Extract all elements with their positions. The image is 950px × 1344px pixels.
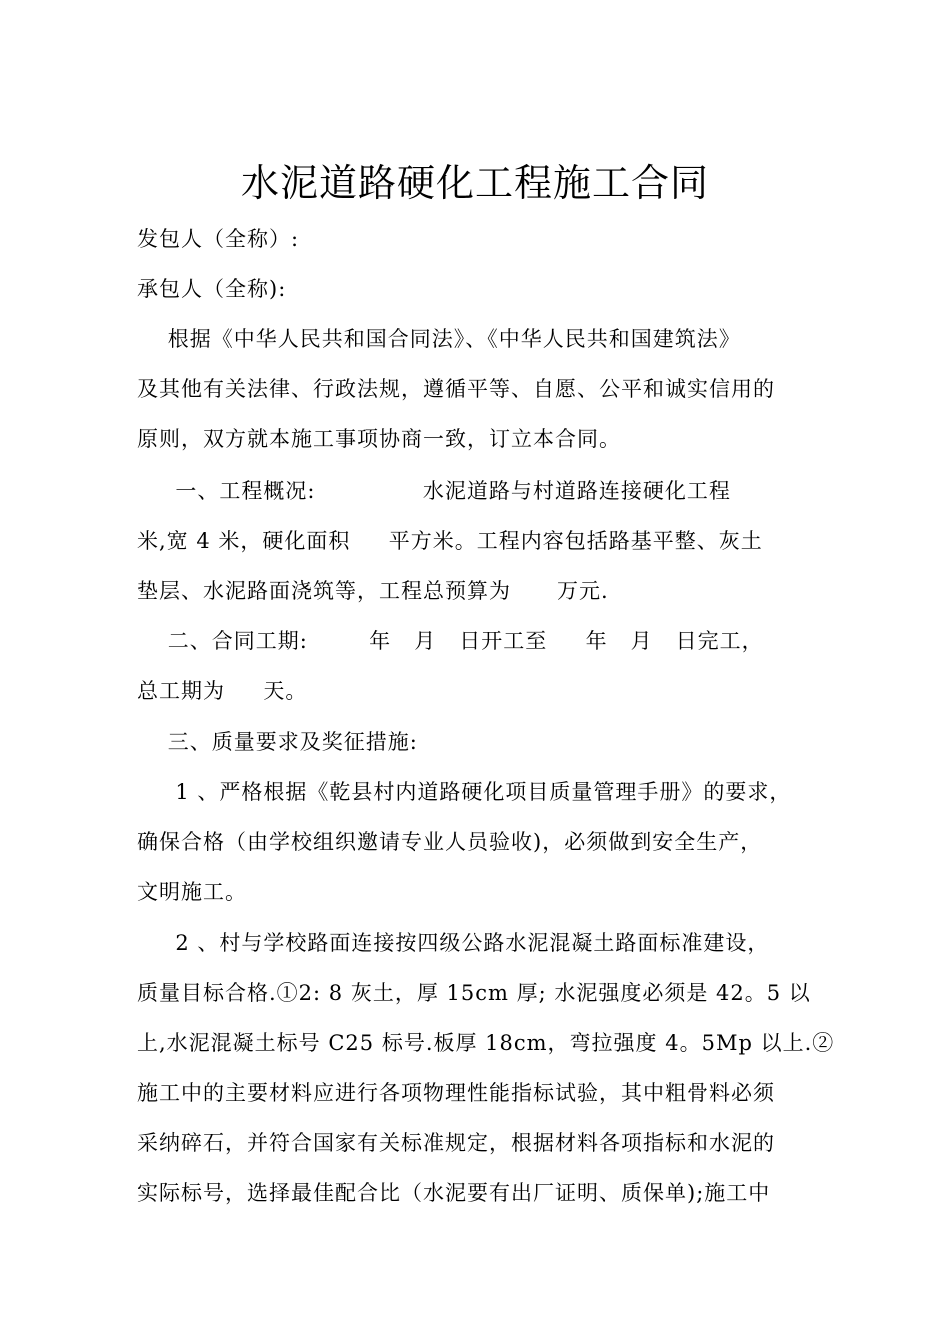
preamble-line-1: 根据《中华人民共和国合同法》、《中华人民共和国建筑法》: [137, 327, 741, 351]
quality-heading: 三、质量要求及奖征措施:: [137, 730, 418, 754]
project-overview-line-3: 垫层、水泥路面浇筑等，工程总预算为 万元.: [137, 579, 609, 603]
project-overview-line-2: 米,宽 4 米，硬化面积 平方米。工程内容包括路基平整、灰土: [137, 529, 763, 553]
quality-item-2-line-6: 实际标号，选择最佳配合比（水泥要有出厂证明、质保单);施工中: [137, 1181, 771, 1205]
contractor-line: 承包人（全称):: [137, 277, 287, 301]
quality-item-2-line-5: 采纳碎石，并符合国家有关标准规定，根据材料各项指标和水泥的: [137, 1131, 775, 1155]
contract-period-line-2: 总工期为 天。: [137, 679, 308, 703]
quality-item-1-line-2: 确保合格（由学校组织邀请专业人员验收)，必须做到安全生产，: [137, 830, 763, 854]
contract-title: 水泥道路硬化工程施工合同: [240, 161, 709, 205]
quality-item-2-line-4: 施工中的主要材料应进行各项物理性能指标试验，其中粗骨料必须: [137, 1081, 775, 1105]
quality-item-1-line-1: 1 、严格根据《乾县村内道路硬化项目质量管理手册》的要求，: [137, 780, 792, 804]
employer-line: 发包人（全称）:: [137, 227, 300, 251]
quality-item-2-line-2: 质量目标合格.①2: 8 灰土，厚 15cm 厚; 水泥强度必须是 42。5 以: [137, 981, 811, 1005]
contract-period-line-1: 二、合同工期: 年 月 日开工至 年 月 日完工，: [137, 629, 764, 653]
preamble-line-3: 原则，双方就本施工事项协商一致，订立本合同。: [137, 427, 621, 451]
project-overview-line-1: 一、工程概况: 水泥道路与村道路连接硬化工程: [137, 479, 731, 503]
quality-item-1-line-3: 文明施工。: [137, 880, 247, 904]
quality-item-2-line-3: 上,水泥混凝土标号 C25 标号.板厚 18cm，弯拉强度 4。5Mp 以上.②: [137, 1031, 835, 1055]
preamble-line-2: 及其他有关法律、行政法规，遵循平等、自愿、公平和诚实信用的: [137, 377, 775, 401]
quality-item-2-line-1: 2 、村与学校路面连接按四级公路水泥混凝土路面标准建设，: [137, 931, 770, 955]
